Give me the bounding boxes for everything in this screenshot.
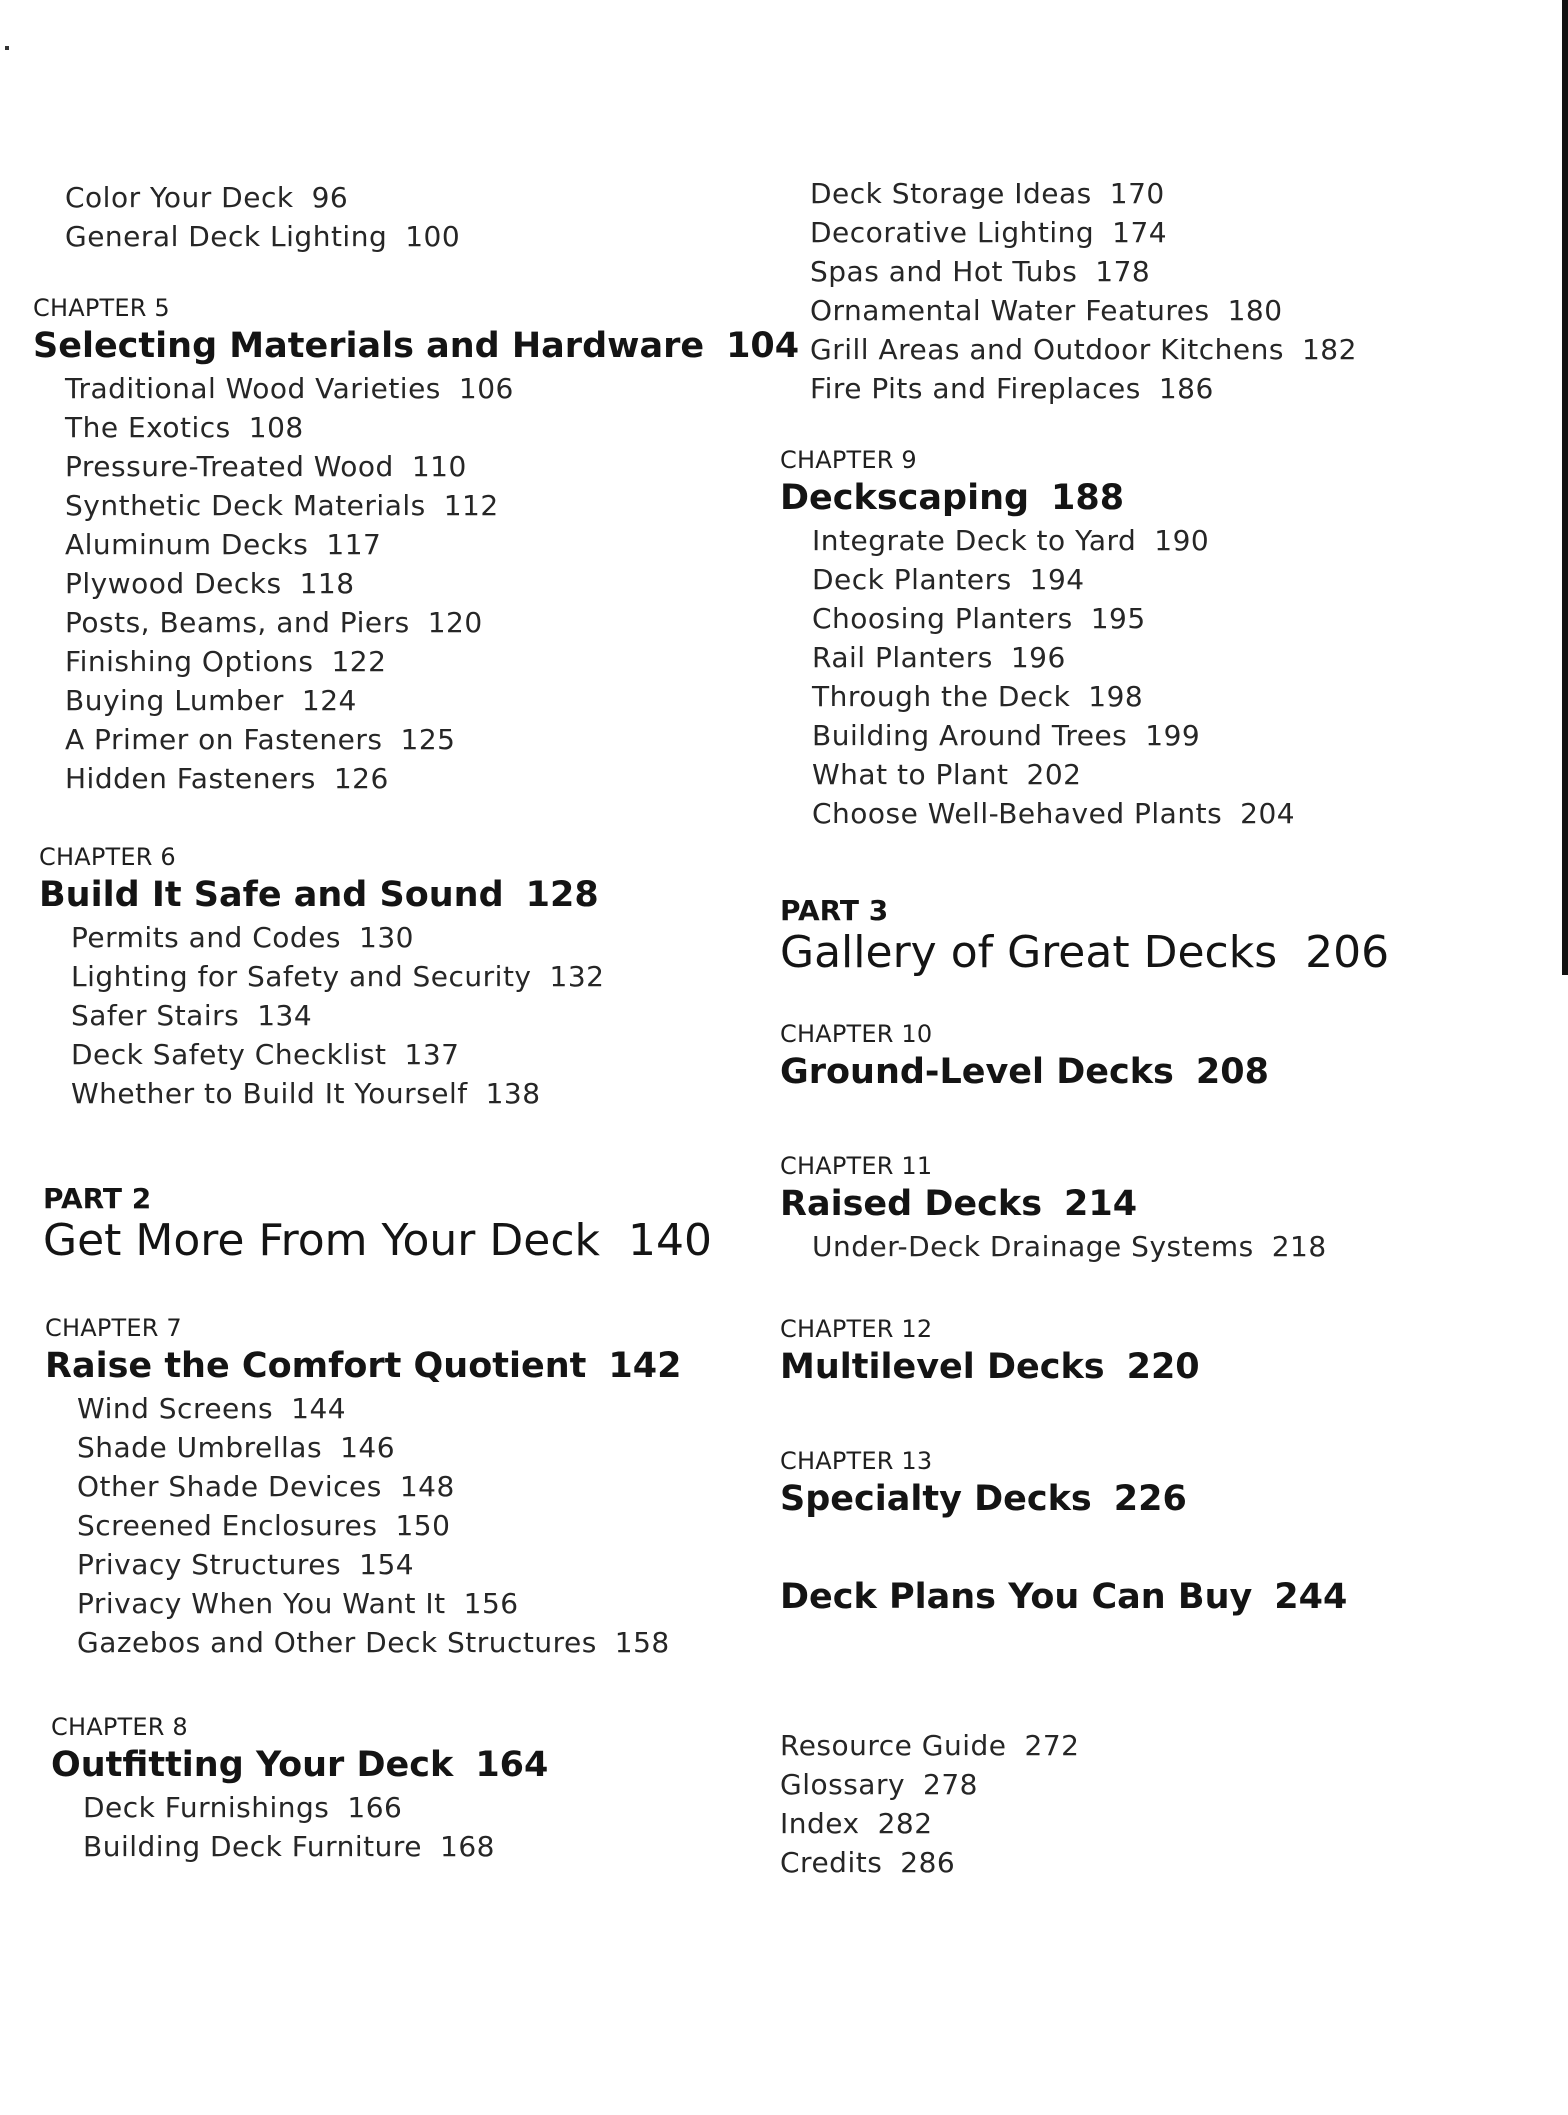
entry-title: Synthetic Deck Materials <box>65 489 426 522</box>
deck-plans-page: 244 <box>1274 1577 1348 1617</box>
top-entries-right <box>810 174 1540 408</box>
entry-title: Buying Lumber <box>65 684 284 717</box>
chapter-7-section <box>45 1313 753 1662</box>
toc-entry[interactable] <box>71 1074 753 1113</box>
entry-page: 282 <box>877 1807 933 1840</box>
entry-title: Ornamental Water Features <box>810 294 1210 327</box>
entry-title: Under-Deck Drainage Systems <box>812 1230 1254 1263</box>
entry-page: 146 <box>340 1431 396 1464</box>
chapter-title[interactable] <box>780 1181 1540 1227</box>
part-3-section <box>780 895 1540 979</box>
chapter-title-text: Deckscaping <box>780 478 1030 518</box>
entry-page: 182 <box>1301 333 1357 366</box>
chapter-label: CHAPTER 10 <box>780 1020 933 1048</box>
entry-page: 137 <box>404 1038 460 1071</box>
entry-title: Color Your Deck <box>65 181 294 214</box>
toc-entry[interactable] <box>77 1428 753 1467</box>
deck-plans-title-text: Deck Plans You Can Buy <box>780 1577 1253 1617</box>
part-title-text: Gallery of Great Decks <box>780 927 1278 978</box>
toc-entry[interactable] <box>65 486 753 525</box>
part-label: PART 3 <box>780 894 889 927</box>
deck-plans-title[interactable] <box>780 1574 1540 1620</box>
chapter-5-section <box>33 293 800 798</box>
entry-title: Safer Stairs <box>71 999 240 1032</box>
entry-page: 199 <box>1145 719 1201 752</box>
entry-page: 144 <box>291 1392 347 1425</box>
chapter-9-section <box>780 445 1540 833</box>
entry-title: A Primer on Fasteners <box>65 723 383 756</box>
chapter-entries <box>812 1227 1540 1266</box>
entry-title: Through the Deck <box>812 680 1071 713</box>
toc-entry[interactable] <box>780 1726 1540 1765</box>
chapter-entries <box>71 918 753 1113</box>
chapter-title-text: Multilevel Decks <box>780 1347 1105 1387</box>
scan-edge-shadow <box>1562 0 1568 975</box>
toc-entry[interactable] <box>65 178 753 217</box>
entry-page: 178 <box>1095 255 1151 288</box>
entry-page: 166 <box>347 1791 403 1824</box>
chapter-title[interactable] <box>780 475 1540 521</box>
chapter-page: 164 <box>475 1745 549 1785</box>
chapter-label: CHAPTER 13 <box>780 1447 933 1475</box>
entry-title: What to Plant <box>812 758 1009 791</box>
toc-entry[interactable] <box>812 677 1540 716</box>
entry-page: 108 <box>248 411 304 444</box>
entry-title: Choosing Planters <box>812 602 1073 635</box>
entry-title: Pressure-Treated Wood <box>65 450 394 483</box>
entry-page: 122 <box>331 645 387 678</box>
toc-entry[interactable] <box>71 1035 753 1074</box>
deck-plans-section <box>780 1574 1540 1620</box>
toc-entry[interactable] <box>810 291 1540 330</box>
chapter-entries <box>77 1389 753 1662</box>
chapter-page: 214 <box>1064 1184 1138 1224</box>
chapter-title-text: Raise the Comfort Quotient <box>45 1346 587 1386</box>
scan-speck <box>5 46 9 50</box>
chapter-title[interactable] <box>39 872 753 918</box>
toc-entry[interactable] <box>812 599 1540 638</box>
chapter-title[interactable] <box>45 1343 753 1389</box>
entry-page: 168 <box>440 1830 495 1863</box>
entry-title: Integrate Deck to Yard <box>812 524 1137 557</box>
entry-page: 106 <box>458 372 514 405</box>
toc-entry[interactable] <box>83 1788 753 1827</box>
entry-page: 134 <box>257 999 313 1032</box>
entry-page: 118 <box>299 567 355 600</box>
toc-entry[interactable] <box>65 217 753 256</box>
toc-entry[interactable] <box>810 174 1540 213</box>
entry-title: Deck Planters <box>812 563 1012 596</box>
entry-title: Lighting for Safety and Security <box>71 960 532 993</box>
toc-entry[interactable] <box>812 638 1540 677</box>
toc-entry[interactable] <box>77 1389 753 1428</box>
entry-page: 204 <box>1240 797 1296 830</box>
chapter-title[interactable] <box>33 323 800 369</box>
entry-title: Privacy Structures <box>77 1548 342 1581</box>
entry-title: Grill Areas and Outdoor Kitchens <box>810 333 1284 366</box>
chapter-page: 104 <box>726 326 800 366</box>
entry-title: Decorative Lighting <box>810 216 1095 249</box>
entry-page: 120 <box>427 606 483 639</box>
toc-entry[interactable] <box>810 369 1540 408</box>
toc-entry[interactable] <box>77 1545 753 1584</box>
entry-title: Shade Umbrellas <box>77 1431 323 1464</box>
entry-page: 110 <box>411 450 467 483</box>
toc-entry[interactable] <box>812 1227 1540 1266</box>
toc-entry[interactable] <box>65 603 753 642</box>
chapter-title[interactable] <box>780 1049 1540 1095</box>
entry-title: Gazebos and Other Deck Structures <box>77 1626 597 1659</box>
chapter-label: CHAPTER 6 <box>39 843 176 871</box>
entry-page: 156 <box>463 1587 519 1620</box>
entry-page: 132 <box>549 960 605 993</box>
entry-page: 126 <box>333 762 389 795</box>
toc-entry[interactable] <box>71 996 753 1035</box>
chapter-label: CHAPTER 11 <box>780 1152 933 1180</box>
chapter-title-text: Raised Decks <box>780 1184 1043 1224</box>
toc-entry[interactable] <box>65 642 753 681</box>
chapter-10-section <box>780 1019 1540 1095</box>
toc-entry[interactable] <box>71 918 753 957</box>
toc-entry[interactable] <box>812 794 1540 833</box>
entry-page: 218 <box>1271 1230 1327 1263</box>
part-title[interactable] <box>780 927 1540 979</box>
entry-title: General Deck Lighting <box>65 220 388 253</box>
chapter-label: CHAPTER 7 <box>45 1314 182 1342</box>
toc-entry[interactable] <box>780 1843 1540 1882</box>
chapter-page: 208 <box>1195 1052 1269 1092</box>
toc-entry[interactable] <box>780 1804 1540 1843</box>
entry-page: 124 <box>301 684 357 717</box>
toc-entry[interactable] <box>77 1467 753 1506</box>
part-page: 140 <box>628 1215 712 1266</box>
entry-page: 117 <box>326 528 382 561</box>
entry-title: The Exotics <box>65 411 231 444</box>
part-2-section <box>43 1183 753 1267</box>
entry-page: 194 <box>1029 563 1085 596</box>
entry-title: Traditional Wood Varieties <box>65 372 441 405</box>
entry-title: Building Around Trees <box>812 719 1128 752</box>
entry-page: 148 <box>399 1470 455 1503</box>
entry-page: 125 <box>400 723 456 756</box>
entry-page: 286 <box>900 1846 956 1879</box>
entry-title: Privacy When You Want It <box>77 1587 446 1620</box>
back-matter-section <box>780 1726 1540 1882</box>
entry-title: Rail Planters <box>812 641 993 674</box>
chapter-title-text: Selecting Materials and Hardware <box>33 326 705 366</box>
chapter-title[interactable] <box>51 1742 753 1788</box>
entry-page: 198 <box>1088 680 1144 713</box>
entry-title: Whether to Build It Yourself <box>71 1077 468 1110</box>
entry-title: Plywood Decks <box>65 567 282 600</box>
part-page: 206 <box>1305 927 1390 978</box>
entry-title: Deck Furnishings <box>83 1791 330 1824</box>
toc-left-column <box>33 178 800 1866</box>
entry-title: Hidden Fasteners <box>65 762 316 795</box>
entry-title: Screened Enclosures <box>77 1509 378 1542</box>
chapter-11-section <box>780 1151 1540 1266</box>
part-title-text: Get More From Your Deck <box>43 1215 601 1266</box>
entry-page: 158 <box>614 1626 670 1659</box>
entry-page: 195 <box>1090 602 1146 635</box>
chapter-page: 188 <box>1051 478 1125 518</box>
entry-title: Posts, Beams, and Piers <box>65 606 410 639</box>
entry-page: 186 <box>1158 372 1214 405</box>
entry-page: 202 <box>1026 758 1082 791</box>
entry-title: Deck Storage Ideas <box>810 177 1092 210</box>
chapter-13-section <box>780 1446 1540 1522</box>
chapter-entries <box>65 369 753 798</box>
entry-title: Permits and Codes <box>71 921 342 954</box>
entry-page: 272 <box>1024 1729 1080 1762</box>
entry-page: 150 <box>395 1509 451 1542</box>
toc-entry[interactable] <box>65 408 753 447</box>
part-label: PART 2 <box>43 1182 152 1215</box>
chapter-title-text: Outfitting Your Deck <box>51 1745 454 1785</box>
chapter-title-text: Ground-Level Decks <box>780 1052 1174 1092</box>
top-entries-left <box>65 178 753 256</box>
chapter-page: 226 <box>1113 1479 1187 1519</box>
toc-entry[interactable] <box>65 759 753 798</box>
toc-entry[interactable] <box>65 447 753 486</box>
toc-entry[interactable] <box>77 1584 753 1623</box>
toc-entry[interactable] <box>65 369 753 408</box>
entry-page: 112 <box>443 489 499 522</box>
toc-entry[interactable] <box>812 755 1540 794</box>
entry-title: Other Shade Devices <box>77 1470 382 1503</box>
chapter-label: CHAPTER 8 <box>51 1713 188 1741</box>
toc-entry[interactable] <box>812 521 1540 560</box>
entry-page: 196 <box>1010 641 1066 674</box>
entry-page: 138 <box>485 1077 541 1110</box>
entry-title: Deck Safety Checklist <box>71 1038 387 1071</box>
toc-right-column <box>780 174 1540 1882</box>
chapter-entries <box>83 1788 753 1866</box>
entry-page: 180 <box>1227 294 1283 327</box>
chapter-12-section <box>780 1314 1540 1390</box>
chapter-page: 128 <box>525 875 599 915</box>
entry-title: Choose Well-Behaved Plants <box>812 797 1223 830</box>
entry-title: Resource Guide <box>780 1729 1007 1762</box>
toc-entry[interactable] <box>65 525 753 564</box>
chapter-8-section <box>51 1712 753 1866</box>
chapter-6-section <box>39 842 753 1113</box>
entry-page: 154 <box>359 1548 415 1581</box>
toc-entry[interactable] <box>77 1623 753 1662</box>
entry-title: Spas and Hot Tubs <box>810 255 1078 288</box>
toc-entry[interactable] <box>71 957 753 996</box>
entry-page: 190 <box>1154 524 1210 557</box>
chapter-title[interactable] <box>780 1476 1540 1522</box>
toc-entry[interactable] <box>810 252 1540 291</box>
chapter-title-text: Build It Safe and Sound <box>39 875 504 915</box>
entry-page: 174 <box>1112 216 1168 249</box>
chapter-label: CHAPTER 9 <box>780 446 917 474</box>
toc-entry[interactable] <box>780 1765 1540 1804</box>
chapter-title[interactable] <box>780 1344 1540 1390</box>
entry-title: Fire Pits and Fireplaces <box>810 372 1141 405</box>
entry-title: Building Deck Furniture <box>83 1830 422 1863</box>
toc-entry[interactable] <box>812 716 1540 755</box>
chapter-page: 220 <box>1126 1347 1200 1387</box>
entry-page: 130 <box>359 921 414 954</box>
entry-title: Index <box>780 1807 860 1840</box>
chapter-page: 142 <box>608 1346 682 1386</box>
toc-entry[interactable] <box>65 681 753 720</box>
entry-title: Wind Screens <box>77 1392 274 1425</box>
entry-page: 96 <box>311 181 349 214</box>
entry-title: Credits <box>780 1846 883 1879</box>
toc-entry[interactable] <box>810 330 1540 369</box>
part-title[interactable] <box>43 1215 753 1267</box>
toc-entry[interactable] <box>65 720 753 759</box>
entry-title: Aluminum Decks <box>65 528 309 561</box>
entry-title: Glossary <box>780 1768 906 1801</box>
chapter-label: CHAPTER 12 <box>780 1315 933 1343</box>
entry-page: 170 <box>1109 177 1165 210</box>
toc-entry[interactable] <box>83 1827 753 1866</box>
toc-entry[interactable] <box>810 213 1540 252</box>
toc-entry[interactable] <box>65 564 753 603</box>
entry-page: 278 <box>923 1768 978 1801</box>
toc-entry[interactable] <box>812 560 1540 599</box>
chapter-label: CHAPTER 5 <box>33 294 170 322</box>
toc-entry[interactable] <box>77 1506 753 1545</box>
entry-title: Finishing Options <box>65 645 314 678</box>
chapter-title-text: Specialty Decks <box>780 1479 1092 1519</box>
entry-page: 100 <box>405 220 461 253</box>
chapter-entries <box>812 521 1540 833</box>
